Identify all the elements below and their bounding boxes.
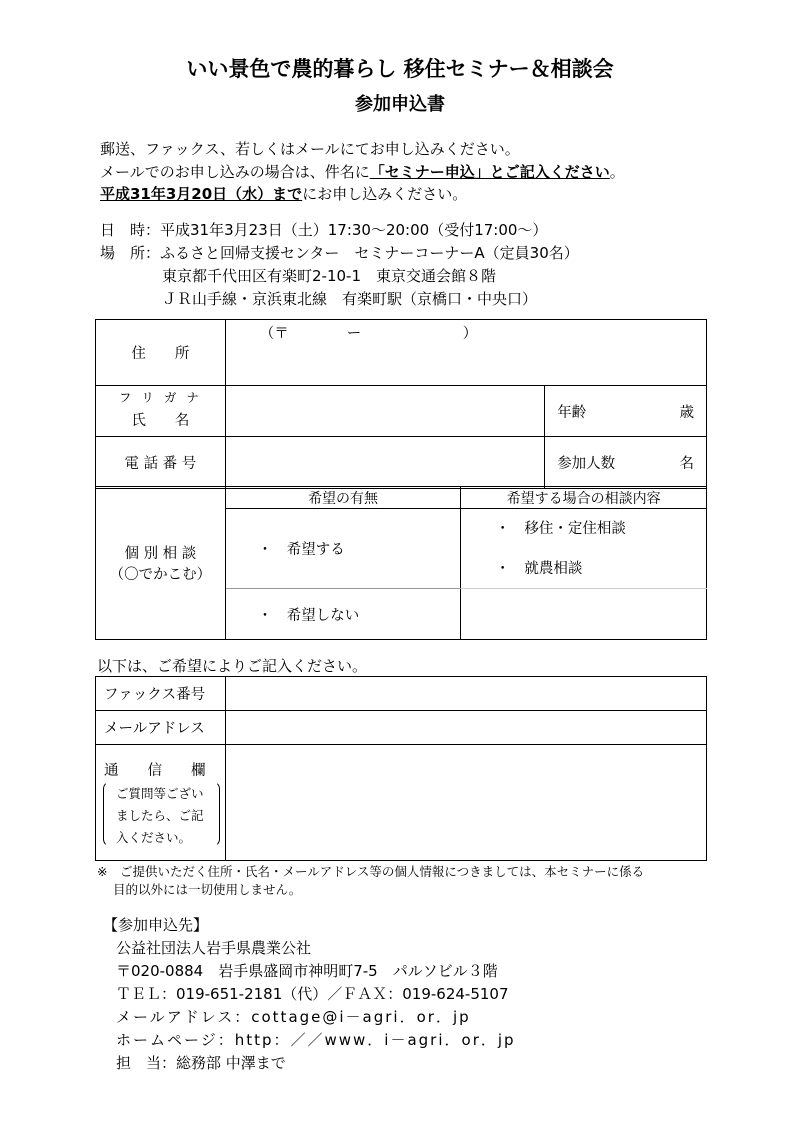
intro-line-3-post: にお申し込みください。 [302,185,468,203]
phone-label: 電 話 番 号 [124,456,197,472]
event-date-value: 平成31年3月23日（土）17:30～20:00（受付17:00～） [160,221,548,239]
wish-yes-option[interactable] [225,509,461,589]
content-option-2-label: ・ 就農相談 [495,561,583,577]
wish-no-label: ・ 希望しない [257,607,360,624]
message-note-line-1: ご質問等ござい [116,786,204,801]
contact-email: メールアドレス：cottage@i－agri．or．jp [116,1008,471,1026]
name-field[interactable] [225,386,544,437]
participants-unit: 名 [679,456,694,472]
event-place-value: ふるさと回帰支援センター セミナーコーナーA（定員30名） [160,244,579,262]
consultation-table [95,486,707,640]
content-header: 希望する場合の相談内容 [461,487,707,509]
wish-header: 希望の有無 [225,487,461,509]
wish-yes-label: ・ 希望する [257,542,345,558]
email-field[interactable] [225,711,706,745]
message-label: 通 信 欄 [104,763,206,779]
age-label: 年齢 [557,404,587,421]
event-access: ＪＲ山手線・京浜東北線 有楽町駅（京橋口・中央口） [162,290,538,308]
fax-field[interactable] [225,677,706,711]
consult-empty-cell [461,589,707,640]
message-note-line-3: 入ください。 [116,830,192,845]
contact-tel: ＴＥＬ：019-651-2181（代）／ＦＡＸ：019-624-5107 [116,985,509,1003]
participants-label: 参加人数 [557,456,616,472]
phone-label-cell [96,437,226,489]
name-label: 氏 名 [131,413,190,429]
address-label: 住 所 [131,346,190,362]
intro-line-2-pre: メールでのお申し込みの場合は、件名に [100,163,370,181]
consult-label: 個 別 相 談 [124,546,197,562]
content-option-farming[interactable] [495,557,706,578]
fax-label: ファックス番号 [104,687,206,703]
contact-heading: 【参加申込先】 [103,916,209,934]
optional-intro: 以下は、ご希望によりご記入ください。 [97,657,368,675]
application-form [95,319,707,489]
name-label-cell [96,386,226,437]
email-label-cell [96,711,226,745]
phone-field[interactable] [225,437,544,489]
event-place [100,242,579,263]
address-field[interactable] [225,320,706,386]
event-date [100,219,547,240]
event-address: 東京都千代田区有楽町2-10-1 東京交通会館８階 [162,267,497,285]
intro-line-2 [100,161,625,182]
participants-field[interactable] [545,437,707,489]
address-label-cell [96,320,226,386]
contact-address: 〒020-0884 岩手県盛岡市神明町7-5 パルソビル３階 [116,962,498,980]
consult-label-cell [96,487,226,640]
content-option-1-label: ・ 移住・定住相談 [495,521,626,537]
age-unit: 歳 [679,404,694,421]
furigana-label: フ リ ガ ナ [118,390,202,405]
age-field[interactable] [545,386,707,437]
message-note-line-2: ましたら、ご記 [116,808,204,823]
document-title: いい景色で農的暮らし 移住セミナー＆相談会 [186,57,614,81]
contact-person: 担 当：総務部 中澤まで [116,1054,286,1072]
email-label: メールアドレス [104,721,205,737]
intro-line-1: 郵送、ファックス、若しくはメールにてお申し込みください。 [100,140,520,158]
content-option-relocation[interactable] [495,517,706,557]
message-field[interactable] [225,745,706,861]
event-date-label: 日 時： [100,221,161,239]
postal-code-template: （〒 ー ） [259,326,478,342]
privacy-line-2: 目的以外には一切使用しません。 [113,882,302,897]
deadline: 平成31年3月20日（水）まで [100,185,303,203]
consult-content-options [461,509,707,589]
contact-web: ホームページ：http：／／www．i－agri．or．jp [116,1031,516,1049]
intro-line-2-post: 。 [609,163,625,181]
consult-note: （〇でかこむ） [109,567,212,583]
event-place-label: 場 所： [100,244,161,262]
privacy-line-1: ※ ご提供いただく住所・氏名・メールアドレス等の個人情報につきましては、本セミナーに係る [97,864,645,879]
message-note [116,783,204,849]
intro-line-2-bold: 「セミナー申込」とご記入ください [369,163,610,181]
document-subtitle: 参加申込書 [355,94,445,115]
contact-org: 公益社団法人岩手県農業公社 [116,939,312,957]
wish-no-option[interactable] [225,589,461,640]
fax-label-cell [96,677,226,711]
intro-line-3 [100,183,467,204]
